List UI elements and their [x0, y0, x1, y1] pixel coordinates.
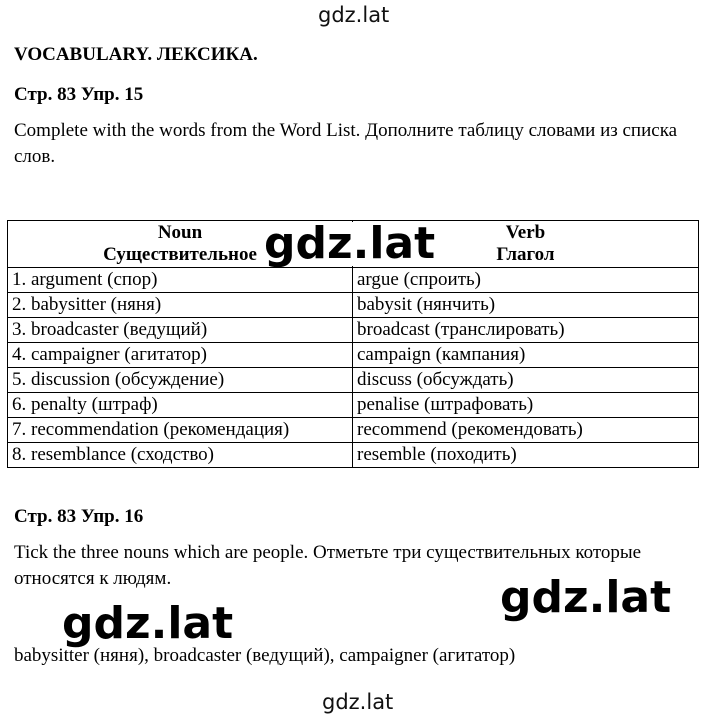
table-row: [8, 318, 699, 343]
exercise-15-instruction: Complete with the words from the Word List. Дополните таблицу словами из списка слов.: [14, 120, 678, 167]
verb-cell: discuss (обсуждать): [353, 368, 699, 393]
noun-cell: 5. discussion (обсуждение): [8, 368, 353, 393]
verb-cell: broadcast (транслировать): [353, 318, 699, 343]
verb-cell: penalise (штрафовать): [353, 393, 699, 418]
noun-cell: 1. argument (спор): [8, 268, 353, 293]
verb-header-ru: Глагол: [496, 244, 555, 265]
table-row: [8, 343, 699, 368]
exercise-15-heading: Стр. 83 Упр. 15: [14, 84, 144, 105]
verb-header-en: Verb: [505, 222, 546, 243]
exercise-16-instruction: Tick the three nouns which are people. Отметьте три существительных которые относятся к людям.: [14, 542, 642, 589]
exercise-16-heading: Стр. 83 Упр. 16: [14, 506, 144, 527]
noun-header-en: Noun: [157, 222, 203, 243]
noun-cell: 8. resemblance (сходство): [8, 443, 353, 468]
watermark-right: gdz.lat: [500, 572, 672, 623]
table-row: [8, 393, 699, 418]
exercise-16-answer: babysitter (няня), broadcaster (ведущий), campaigner (агитатор): [14, 645, 516, 666]
noun-cell: 6. penalty (штраф): [8, 393, 353, 418]
noun-cell: 2. babysitter (няня): [8, 293, 353, 318]
watermark-top: gdz.lat: [318, 3, 390, 27]
table-row: [8, 293, 699, 318]
verb-cell: resemble (походить): [353, 443, 699, 468]
watermark-left: gdz.lat: [62, 598, 234, 649]
noun-cell: 3. broadcaster (ведущий): [8, 318, 353, 343]
table-row: [8, 418, 699, 443]
noun-header-ru: Существительное: [103, 244, 257, 265]
verb-cell: babysit (нянчить): [353, 293, 699, 318]
watermark-bottom: gdz.lat: [322, 690, 394, 714]
verb-cell: argue (спроить): [353, 268, 699, 293]
table-row: [8, 443, 699, 468]
verb-cell: campaign (кампания): [353, 343, 699, 368]
verb-cell: recommend (рекомендовать): [353, 418, 699, 443]
noun-cell: 7. recommendation (рекомендация): [8, 418, 353, 443]
watermark-table: gdz.lat: [258, 222, 441, 266]
noun-cell: 4. campaigner (агитатор): [8, 343, 353, 368]
table-row: [8, 368, 699, 393]
table-row: [8, 268, 699, 293]
document-title: VOCABULARY. ЛЕКСИКА.: [14, 44, 258, 65]
